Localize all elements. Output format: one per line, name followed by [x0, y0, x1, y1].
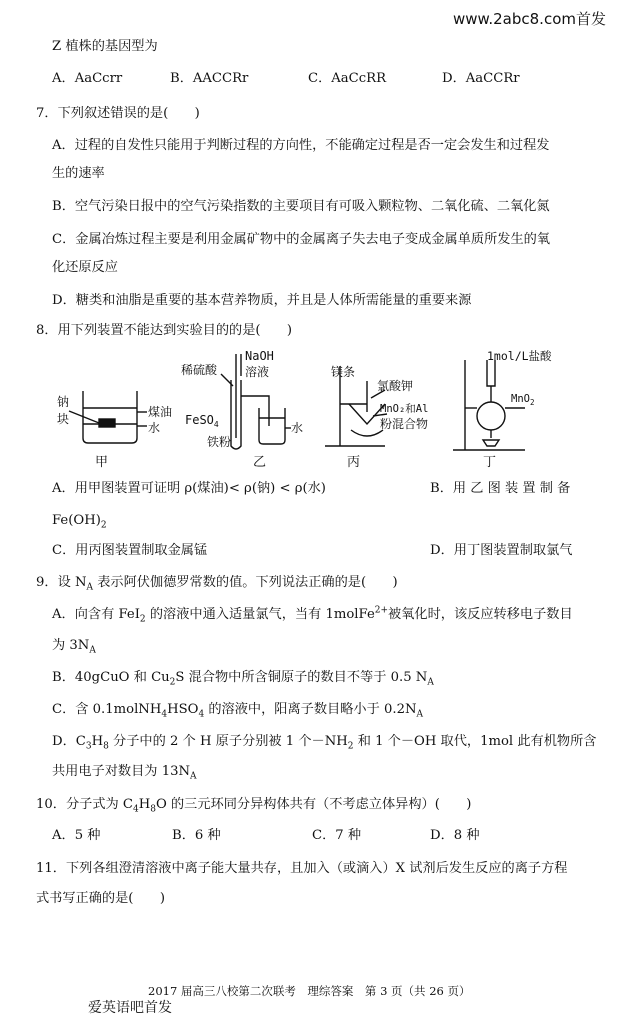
q8-opt-a: A．用甲图装置可证明 ρ(煤油)< ρ(钠) < ρ(水)	[52, 481, 326, 496]
jia-label-na2: 块	[57, 412, 70, 426]
q9-stem: 9．设 $N_A$ 表示阿伏伽德罗常数的值。下列说法正确的是( )	[36, 575, 398, 593]
yi-label-feso4: FeSO$_4$	[185, 413, 219, 429]
q10-opt-b: B．6 种	[172, 828, 221, 843]
jia-label-kerosene: 煤油	[148, 405, 173, 419]
q7-line-1: A．过程的自发性只能用于判断过程的方向性，不能确定过程是否一定会发生和过程发	[52, 138, 550, 153]
yi-beaker	[259, 408, 285, 444]
yi-label-acid: 稀硫酸	[181, 363, 218, 377]
jia-label-water: 水	[148, 421, 161, 435]
q9-opt-a-2: 为 $3N_A$	[52, 638, 96, 656]
q7-line-3: B．空气污染日报中的空气污染指数的主要项目有可吸入颗粒物、二氧化硫、二氧化氮	[52, 199, 550, 214]
q7-line-5: 化还原反应	[52, 260, 118, 275]
ding-label-mno2: MnO$_2$	[511, 393, 535, 407]
q7-line-2: 生的速率	[52, 166, 105, 181]
q10-stem: 10．分子式为 $C_4H_8O$ 的三元环同分异构体共有（不考虑立体异构）( )	[36, 797, 472, 815]
q6-opt-b: B．AACCRr	[170, 71, 249, 86]
q9-opt-c: C．含 $0.1molNH_4HSO_4$ 的溶液中，阳离子数目略小于 $0.2N_A$	[52, 702, 424, 720]
page-footer: 2017 届高三八校第二次联考 理综答案 第 3 页（共 26 页）	[148, 984, 471, 998]
ding-label-hcl: 1mol/L盐酸	[487, 349, 552, 363]
q7-stem: 7．下列叙述错误的是( )	[36, 106, 200, 121]
bing-caption: 丙	[347, 455, 361, 470]
yi-label-fe: 铁粉	[207, 435, 232, 449]
ding-caption: 丁	[483, 455, 497, 470]
q11-line-1: 11．下列各组澄清溶液中离子能大量共存，且加入（或滴入）X 试剂后发生反应的离子方程	[36, 861, 568, 876]
q7-line-4: C．金属冶炼过程主要是利用金属矿物中的金属离子失去电子变成金属单质所发生的氧	[52, 232, 551, 247]
yi-label-naoh: NaOH	[245, 349, 274, 363]
brand-footer: 爱英语吧首发	[88, 1000, 172, 1016]
q8-opt-d: D．用丁图装置制取氯气	[430, 543, 573, 558]
jia-caption: 甲	[95, 455, 109, 470]
jia-beaker	[83, 391, 137, 443]
q10-opt-c: C．7 种	[312, 828, 362, 843]
q6-opt-c: C．AaCcRR	[308, 71, 386, 86]
q9-opt-a-1: A．向含有 FeI$_2$ 的溶液中通入适量氯气，当有 1molFe$^{2+}$被氧化时，该反应转移电子数目	[52, 605, 573, 625]
q7-line-6: D．糖类和油脂是重要的基本营养物质，并且是人体所需能量的重要来源	[52, 293, 472, 308]
q9-opt-d-2: 共用电子对数目为 $13N_A$	[52, 764, 197, 782]
yi-label-naoh-sol: 溶液	[245, 365, 270, 379]
q9-opt-b: B．40gCuO 和 $Cu_2S$ 混合物中所含铜原子的数目不等于 0.5 $N_A$	[52, 670, 434, 688]
bing-label-mg: 镁条	[331, 365, 356, 379]
jia-sodium-block	[99, 419, 115, 427]
q8-stem: 8．用下列装置不能达到实验目的的是( )	[36, 323, 293, 338]
jia-label-na1: 钠	[57, 395, 70, 409]
q9-opt-d-1: D．$C_3H_8$ 分子中的 2 个 H 原子分别被 1 个$-NH_2$ 和 1 个－OH 取代，1mol 此有机物所含	[52, 734, 597, 752]
q8-opt-b-cont: $Fe(OH)_2$	[52, 513, 107, 531]
bing-label-mix1: MnO₂和Al	[380, 403, 429, 415]
q8-opt-b: B．用 乙 图 装 置 制 备	[430, 481, 571, 496]
ding-lamp	[483, 440, 499, 446]
q8-opt-c: C．用丙图装置制取金属锰	[52, 543, 208, 558]
bing-label-kclo3: 氯酸钾	[377, 379, 414, 393]
apparatus-figure	[55, 346, 595, 474]
yi-delivery-tube	[241, 396, 269, 426]
q10-opt-d: D．8 种	[430, 828, 480, 843]
yi-caption: 乙	[253, 455, 267, 470]
q11-line-2: 式书写正确的是( )	[36, 891, 165, 906]
q6-opt-a: A．AaCcrr	[52, 71, 123, 86]
ding-flask	[477, 402, 505, 430]
bing-sand-dish	[351, 430, 383, 436]
q10-opt-a: A．5 种	[52, 828, 101, 843]
bing-label-mix2: 粉混合物	[380, 417, 429, 431]
q6-opt-d: D．AaCCRr	[442, 71, 520, 86]
yi-label-water: 水	[291, 421, 304, 435]
watermark: www.2abc8.com首发	[452, 10, 606, 28]
q6-tail: Z 植株的基因型为	[52, 39, 158, 54]
ding-separatory-funnel	[487, 360, 495, 386]
